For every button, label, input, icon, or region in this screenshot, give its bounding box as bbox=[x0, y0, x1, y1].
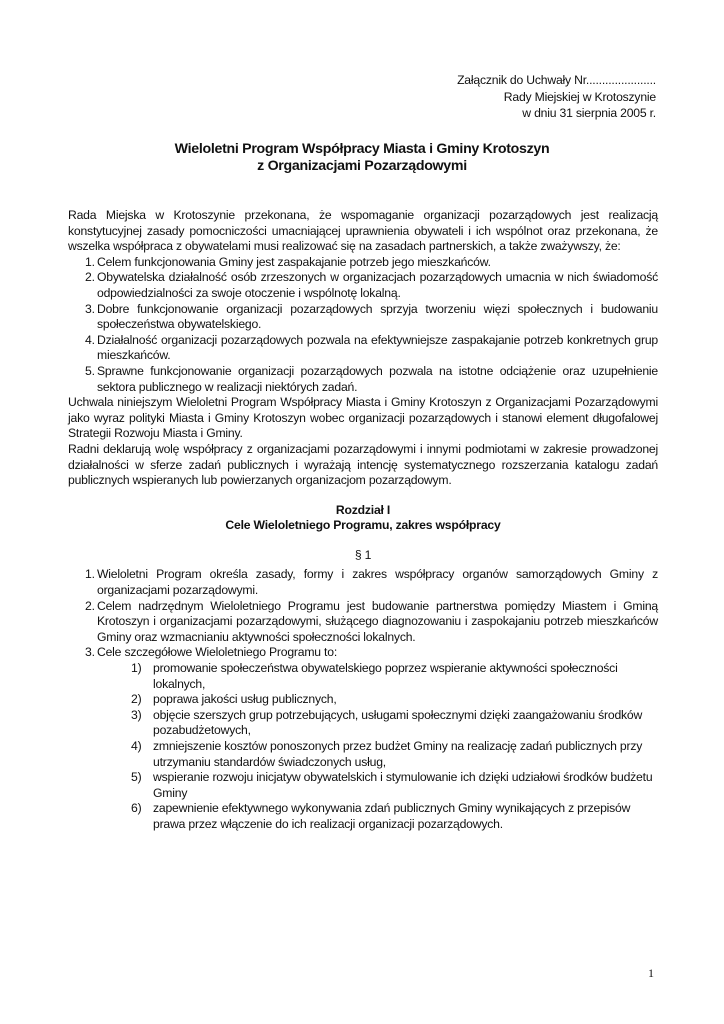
list-item bbox=[68, 302, 658, 333]
attachment-header bbox=[457, 72, 656, 122]
list-item bbox=[68, 645, 658, 661]
document-title bbox=[0, 141, 724, 175]
list-item bbox=[68, 599, 658, 646]
resolution-paragraph: Uchwala niniejszym Wieloletni Program Współpracy Miasta i Gminy Krotoszyn z Organizacjami Pozarządowymi jako wyraz polityki Miasta i Gminy Krotoszyn wobec organizacji pozarządowych i stanowi element długofalowej Strategii Rozwoju Miasta i Gminy. bbox=[68, 395, 658, 441]
goal-text: wspieranie rozwoju inicjatyw obywatelskich i stymulowanie ich dzięki udziałowi środków budżetu Gminy bbox=[153, 770, 653, 800]
list-number: 4. bbox=[85, 332, 95, 347]
goal-item bbox=[68, 770, 658, 801]
list-number: 3. bbox=[85, 645, 95, 660]
goal-text: zapewnienie efektywnego wykonywania zdań publicznych Gminy wynikających z przepisów prawa przez włączenie do ich realizacji organizacji pozarządowych. bbox=[153, 801, 631, 831]
council-line: Rady Miejskiej w Krotoszynie bbox=[503, 89, 656, 104]
list-item bbox=[68, 270, 658, 301]
section-list bbox=[68, 567, 658, 661]
list-text: Obywatelska działalność osób zrzeszonych w organizacjach pozarządowych umacnia w nich świadomość odpowiedzialności za swoje otoczenie i wspólnotę lokalną. bbox=[97, 270, 658, 300]
title-line-2: z Organizacjami Pozarządowymi bbox=[257, 158, 467, 174]
goal-number: 4) bbox=[131, 739, 142, 753]
list-text: Sprawne funkcjonowanie organizacji pozarządowych pozwala na istotne odciążenie oraz uzupełnienie sektora publicznego w realizacji niektórych zadań. bbox=[97, 363, 658, 394]
goal-item bbox=[68, 801, 658, 832]
goal-number: 6) bbox=[131, 801, 142, 816]
document-body bbox=[68, 208, 658, 833]
declaration-paragraph: Radni deklarują wolę współpracy z organizacjami pozarządowymi i innymi podmiotami w zakresie prowadzonej działalności w sferze zadań publicznych i wyrażają intencję systematycznego rozszerzania katalogu zadań publicznych wspieranych lub powierzanych organizacjom pozarządowym. bbox=[68, 441, 658, 488]
chapter-heading bbox=[68, 503, 658, 534]
list-number: 1. bbox=[85, 254, 95, 269]
goal-number: 1) bbox=[131, 661, 142, 676]
goals-list bbox=[68, 661, 658, 833]
intro-list bbox=[68, 255, 658, 395]
title-line-1: Wieloletni Program Współpracy Miasta i Gminy Krotoszyn bbox=[174, 141, 550, 157]
goal-number: 3) bbox=[131, 707, 142, 722]
goal-text: poprawa jakości usług publicznych, bbox=[153, 692, 337, 707]
list-text: Działalność organizacji pozarządowych pozwala na efektywniejsze zaspakajanie potrzeb konkretnych grup mieszkańców. bbox=[97, 332, 658, 363]
goal-item bbox=[68, 692, 658, 708]
list-text: Wieloletni Program określa zasady, formy i zakres współpracy organów samorządowych Gminy z organizacjami pozarządowymi. bbox=[97, 567, 658, 598]
chapter-label: Rozdział I bbox=[335, 502, 391, 517]
list-number: 5. bbox=[85, 363, 95, 378]
attachment-line: Załącznik do Uchwały Nr...................... bbox=[457, 73, 656, 87]
chapter-title: Cele Wieloletniego Programu, zakres współpracy bbox=[225, 518, 501, 533]
goal-number: 5) bbox=[131, 770, 142, 785]
date-line: w dniu 31 sierpnia 2005 r. bbox=[522, 106, 656, 120]
goal-text: promowanie społeczeństwa obywatelskiego poprzez wspieranie aktywności społeczności lokalnych, bbox=[153, 661, 618, 691]
intro-paragraph: Rada Miejska w Krotoszynie przekonana, że wspomaganie organizacji pozarządowych jest realizacją konstytucyjnej zasady pomocniczości umacniającej uprawnienia obywateli i ich wspólnot oraz przekonana, że wszelka współpraca z obywatelami musi realizować się na zasadach partnerskich, a także zważywszy, że: bbox=[68, 208, 658, 254]
list-number: 3. bbox=[85, 301, 95, 316]
page-number: 1 bbox=[648, 966, 654, 980]
list-number: 2. bbox=[85, 270, 95, 285]
list-item bbox=[68, 567, 658, 598]
goal-text: objęcie szerszych grup potrzebujących, usługami społecznymi dzięki zaangażowaniu środków pozabudżetowych, bbox=[153, 707, 643, 738]
goal-item bbox=[68, 739, 658, 770]
goal-number: 2) bbox=[131, 692, 142, 707]
goal-text: zmniejszenie kosztów ponoszonych przez budżet Gminy na realizację zadań publicznych przy utrzymaniu standardów świadczonych usług, bbox=[153, 739, 643, 769]
section-symbol: § 1 bbox=[354, 547, 372, 562]
list-number: 1. bbox=[85, 567, 95, 582]
list-text: Cele szczegółowe Wieloletniego Programu to: bbox=[97, 645, 338, 660]
goal-item bbox=[68, 708, 658, 739]
list-number: 2. bbox=[85, 598, 95, 613]
list-text: Celem funkcjonowania Gminy jest zaspakajanie potrzeb jego mieszkańców. bbox=[97, 254, 491, 269]
list-item bbox=[68, 333, 658, 364]
list-text: Dobre funkcjonowanie organizacji pozarządowych sprzyja tworzeniu więzi społecznych i budowaniu społeczeństwa obywatelskiego. bbox=[97, 301, 658, 332]
list-item bbox=[68, 364, 658, 395]
goal-item bbox=[68, 661, 658, 692]
list-text: Celem nadrzędnym Wieloletniego Programu jest budowanie partnerstwa pomiędzy Miastem i Gminą Krotoszyn i organizacjami pozarządowymi, służącego diagnozowaniu i zaspokajaniu potrzeb mieszkańców Gminy oraz wzmacnianiu aktywności społeczności lokalnych. bbox=[97, 598, 658, 644]
list-item bbox=[68, 255, 658, 271]
